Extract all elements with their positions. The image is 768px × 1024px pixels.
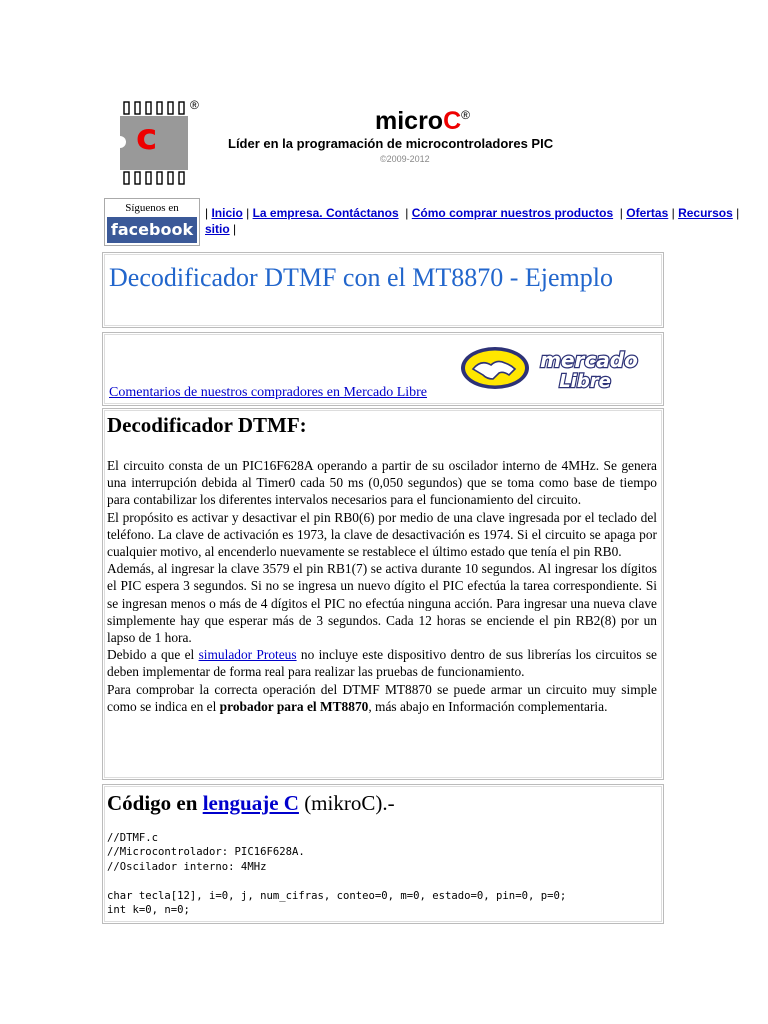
page-title: Decodificador DTMF con el MT8870 - Ejemplo [109, 263, 613, 292]
description-panel [102, 408, 664, 780]
facebook-button[interactable]: facebook [107, 217, 197, 243]
mercadolibre-logo-libre: Libre [559, 371, 611, 391]
paragraph-1: El circuito consta de un PIC16F628A operando a partir de su oscilador interno de 4MHz. Se genera una interrupción debida al Timer0 cada 50 ms (0,050 segundos) que se toma como base de tiempo para contabilizar los diferentes intervalos necesarios para el funcionamiento del circuito. [107, 458, 657, 508]
description-text [107, 457, 657, 715]
code-panel [102, 784, 664, 924]
nav-sitio[interactable]: sitio [205, 222, 230, 236]
lenguaje-c-link[interactable]: lenguaje C [202, 791, 299, 815]
microc-logo [118, 100, 198, 190]
paragraph-5: Para comprobar la correcta operación del DTMF MT8870 se puede armar un circuito muy simple como se indica en el probador para el MT8870, más abajo en Información complementaria. [107, 681, 657, 714]
paragraph-2: El propósito es activar y desactivar el pin RB0(6) por medio de una clave ingresada por el teclado del teléfono. La clave de activación es 1973, la clave de desactivación es 1974. Si el circuito se apaga por cualquier motivo, al encenderlo nuevamente se restablece el último estado que tenía el pin RB0. [107, 509, 657, 560]
facebook-follow-box[interactable] [104, 198, 200, 246]
top-nav: | Inicio | La empresa. Contáctanos | Cómo comprar nuestros productos | Ofertas | Recursos | sitio | [205, 206, 740, 236]
nav-empresa[interactable]: La empresa. Contáctanos [252, 206, 399, 220]
proteus-simulator-link[interactable]: simulador Proteus [198, 647, 297, 663]
logo-registered-mark: ® [190, 98, 199, 112]
nav-ofertas[interactable]: Ofertas [626, 206, 669, 220]
copyright: ©2009-2012 [380, 154, 430, 164]
mercadolibre-comments-link[interactable]: Comentarios de nuestros compradores en Mercado Libre [109, 385, 428, 400]
paragraph-4: Debido a que el simulador Proteus no incluye este dispositivo dentro de sus librerías los circuitos se deben implementar de forma real para realizar las pruebas de funcionamiento. [107, 647, 657, 680]
title-panel [102, 252, 664, 328]
tagline: Líder en la programación de microcontroladores PIC [228, 136, 554, 151]
nav-recursos[interactable]: Recursos [678, 206, 733, 220]
logo-letter: c [136, 117, 158, 158]
section-heading-dtmf: Decodificador DTMF: [107, 413, 307, 437]
mercadolibre-logo[interactable] [459, 345, 645, 391]
paragraph-3: Además, al ingresar la clave 3579 el pin RB1(7) se activa durante 10 segundos. Al ingresar los dígitos el PIC espera 3 segundos. Si no se ingresa un nuevo dígito el PIC efectúa la tarea correspondiente. Si se ingresan menos o más de 4 dígitos el PIC no efectúa ninguna acción. Para ingresar una nueva clave simplemente hay que esperar más de 3 segundos. Cada 12 horas se enciende el pin RB2(8) por un lapso de 1 hora. [107, 561, 657, 646]
section-heading-code: Código en lenguaje C (mikroC).- [107, 791, 395, 815]
code-listing: //DTMF.c //Microcontrolador: PIC16F628A. //Oscilador interno: 4MHz char tecla[12], i=0, j, num_cifras, conteo=0, m=0, estado=0, pin=0, p=0; int k=0, n=0; [107, 832, 567, 917]
mercadolibre-logo-mercado: mercado [540, 348, 638, 372]
nav-inicio[interactable]: Inicio [211, 206, 243, 220]
brand-name: microC® [375, 107, 470, 135]
follow-text: Síguenos en [125, 202, 179, 214]
nav-como-comprar[interactable]: Cómo comprar nuestros productos [411, 206, 614, 220]
mercadolibre-panel [102, 332, 664, 406]
